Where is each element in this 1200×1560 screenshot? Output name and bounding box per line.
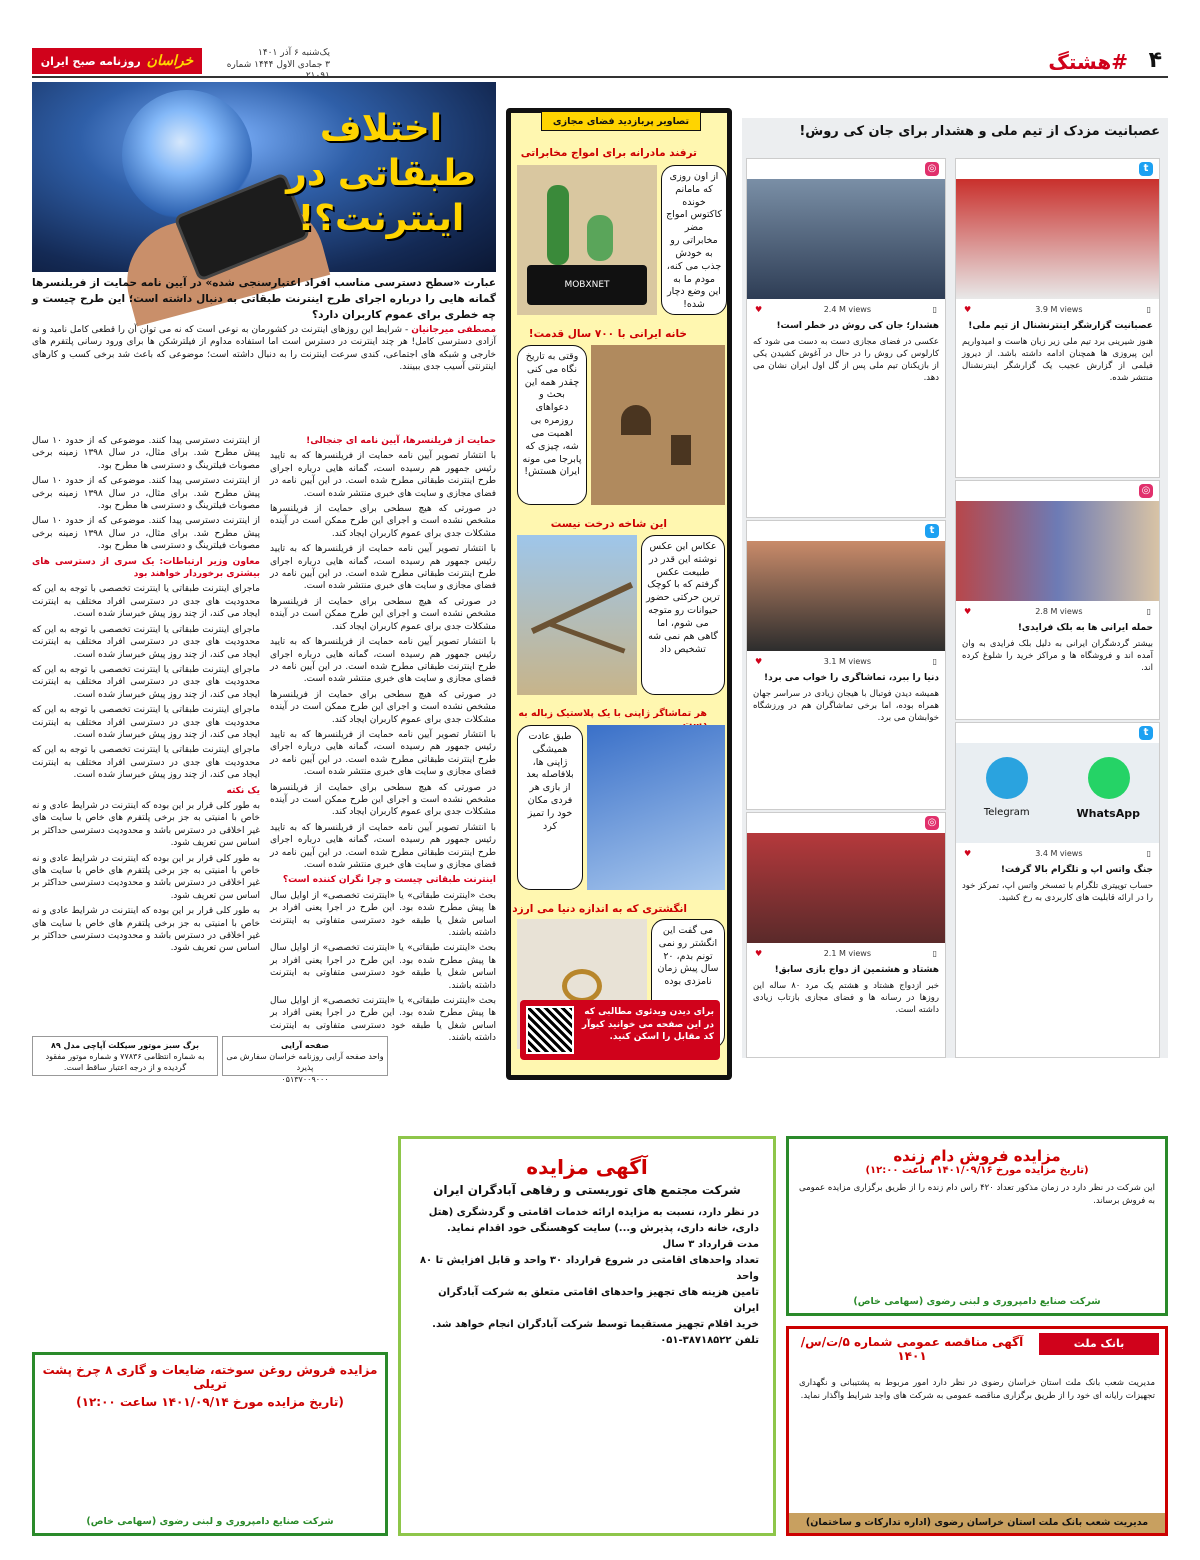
issue-date-line-2: ۳ جمادی الاول ۱۴۴۴ شماره ۲۱۰۹۱ [226,59,330,82]
bookmark-icon[interactable]: ▯ [932,656,937,666]
viral-card-4-caption: طبق عادت همیشگی ژاپنی ها، بلافاصله بعد از بازی هر فردی مکان خود را تمیز کرد [517,725,583,890]
post-stats [956,603,1159,619]
post-title: هشتاد و هشتمین از دواج بازی سابق! [774,965,939,975]
twitter-icon: t [1139,726,1153,740]
oil-auction-ad [32,1352,388,1536]
bookmark-icon[interactable]: ▯ [932,304,937,314]
social-media-section [742,118,1168,1058]
col1-paragraph-2-extra: در صورتی که هیچ سطحی برای حمایت از فریلنسرها مشخص نشده است و اجرای این طرح ممکن است در آینده مشکلات جدی برای عموم کاربران ایجاد کند. [270,782,496,818]
post-body: خبر ازدواج هشتاد و هشتم یک مرد ۸۰ ساله این روزها در رسانه ها و فضای مجازی بازتاب زیادی داشته است. [753,981,939,1015]
ad5-body: به شماره انتظامی ۷۷۸۳۶ و شماره موتور مفقود گردیده و از درجه اعتبار ساقط است. [45,1052,205,1073]
viral-panel-title: تصاویر پربازدید فضای مجازی [541,111,701,131]
doorway-shape [621,405,651,435]
qr-callout-text: برای دیدن ویدئوی مطالبی که در این صفحه می خوانید کیوآر کد مقابل را اسکن کنید. [581,1007,714,1043]
viral-card-5-title: انگشتری که به اندازه دنیا می ارزد [512,903,687,915]
post-image [747,179,945,299]
issue-date-line-1: یک‌شنبه ۶ آذر ۱۴۰۱ [258,48,330,58]
branch-insect-image [517,535,637,695]
col1-paragraph-2-more: در صورتی که هیچ سطحی برای حمایت از فریلنسرها مشخص نشده است و اجرای این طرح ممکن است در آینده مشکلات جدی برای عموم کاربران ایجاد کند. [270,689,496,725]
section-title: #هشتگ [1048,50,1128,74]
ad1-title: آگهی مزایده [526,1155,648,1179]
col1-paragraph-3-more: بحث «اینترنت طبقاتی» یا «اینترنت تخصصی» از اوایل سال ها پیش مطرح شده بود. این طرح در اجرا یعنی افراد بر اساس شغل یا طبقه خود دسترسی متفاوتی به اینترنت داشته باشند. [270,996,496,1044]
livestock-auction-ad [786,1136,1168,1316]
whatsapp-label: WhatsApp [1076,807,1140,820]
heart-icon[interactable]: ♥ [755,656,763,666]
qr-callout [520,1000,720,1060]
branch-shape [531,582,633,634]
col2-paragraph-2-end: ماجرای اینترنت طبقاتی یا اینترنت تخصصی با توجه به این که محدودیت های جدی در دسترسی افراد مختلف به اینترنت ایجاد می کند، از چند روز پیش خبرساز شده است. [32,745,260,781]
post-title: هشدار؛ جان کی روش در خطر است! [776,321,939,331]
ad5-title: برگ سبز موتور سیکلت آپاچی مدل ۸۹ [51,1041,199,1050]
ad4-company: شرکت صنایع دامپروری و لبنی رضوی (سهامی خاص) [86,1516,334,1527]
ad1-contact: تلفن ۳۸۷۱۸۵۲۲-۰۵۱ [660,1335,759,1346]
ad3-title: آگهی مناقصه عمومی شماره ۵/ت/س/۱۴۰۱ [800,1335,1024,1363]
viral-card-5-caption: می گفت این انگشتر رو نمی تونم بدم، ۲۰ سال پیش زمان نامزدی بوده [651,919,725,1049]
viral-card-3-title: این شاخه درخت نیست [550,518,667,530]
social-post [746,812,946,1058]
col2-paragraph-2-more: ماجرای اینترنت طبقاتی یا اینترنت تخصصی با توجه به این که محدودیت های جدی در دسترسی افراد مختلف به اینترنت ایجاد می کند، از چند روز پیش خبرساز شده است. [32,664,260,700]
viral-card-1-title: ترفند مادرانه برای امواج مخابراتی [520,147,697,159]
article-column-2 [32,435,260,1025]
ring-shape [562,969,602,1003]
post-image [956,179,1159,299]
col1-paragraph-1-end: با انتشار تصویر آیین نامه حمایت از فریلنسرها که به تایید رئیس جمهور هم رسیده است، گمانه هایی درباره اجرای طرح اینترنت طبقاتی مطرح شده است. در این آیین نامه در فضای مجازی و سایت های خبری منتشر شده است. [270,822,496,870]
cactus-router-image [517,165,657,315]
cactus-icon [587,215,613,261]
author-name: مصطفی میرجانیان [411,325,496,335]
article-intro: مصطفی میرجانیان - شرایط این روزهای اینترنت در کشورمان به نوعی است که نه می توان آن را قطعی کامل نامید و نه آزادی دسترسی کامل! هر چند اینترنت در دسترس است اما استفاده مداوم از فیلترشکن ها برای ورود رسانی پلتفرم های خارجی و شبکه های اجتماعی، کندی سرعت اینترنت را به دنبال داشته است؛ موضوعی که باعث شد برخی کسب و کارهای اینترنتی آسیب جدی ببینند. [32,325,496,373]
ad1-body [401,1197,773,1357]
post-title: حمله ایرانی ها به بلک فرایدی! [1017,623,1153,633]
post-title: دنیا را ببرد، تماشاگری را خواب می برد! [764,673,939,683]
heart-icon[interactable]: ♥ [755,948,763,958]
article-column-1 [270,435,496,1044]
subhead-2: اینترنت طبقاتی چیست و چرا نگران کننده است؟ [282,875,496,886]
col1-paragraph-1-cont: با انتشار تصویر آیین نامه حمایت از فریلنسرها که به تایید رئیس جمهور هم رسیده است، گمانه هایی درباره اجرای طرح اینترنت طبقاتی مطرح شده است. در این آیین نامه در فضای مجازی و سایت های خبری منتشر شده است. [270,544,496,592]
ad1-item: تعداد واحدهای اقامتی در شروع قرارداد ۳۰ واحد و قابل افزایش تا ۸۰ واحد [419,1255,759,1282]
col1-paragraph-1-more: با انتشار تصویر آیین نامه حمایت از فریلنسرها که به تایید رئیس جمهور هم رسیده است، گمانه هایی درباره اجرای طرح اینترنت طبقاتی مطرح شده است. در این آیین نامه در فضای مجازی و سایت های خبری منتشر شده است. [270,637,496,685]
ad4-date: (تاریخ مزایده مورخ ۱۴۰۱/۰۹/۱۴ ساعت ۱۲:۰۰) [76,1395,344,1409]
layout-service-ad [222,1036,388,1084]
post-stats [747,653,945,669]
bank-mellat-logo: بانک ملت [1039,1333,1159,1355]
col2-paragraph-1-more: از اینترنت دسترسی پیدا کنند. موضوعی که از حدود ۱۰ سال پیش مطرح شد. برای مثال، در سال ۱۳۹۸ زمینه برخی مصوبات فیلترینگ و دسترسی ها مطرح بود. [32,516,261,552]
social-post [955,722,1160,1058]
view-count: 3.9 M views [1035,304,1083,314]
ad6-body: واحد صفحه آرایی روزنامه خراسان سفارش می پذیرد [226,1052,384,1073]
view-count: 2.8 M views [1035,606,1083,616]
ad1-body-text: در نظر دارد، نسبت به مزایده ارائه خدمات اقامتی و گردشگری (هتل داری، خانه داری، پذیرش و...) سایت کوهسنگی خود اقدام نماید. [428,1207,759,1234]
col2-paragraph-3: به طور کلی قرار بر این بوده که اینترنت در شرایط عادی و نه خاص با امنیتی به جز برخی پلتفرم های خاص با سایت های غیر اخلاقی در دسترس باشد و محدودیت دسترسی حداکثر بر اساس سن تعریف شود. [32,800,260,849]
post-title: عصبانیت گزارشگر اینترنشنال از تیم ملی! [968,321,1153,331]
social-post [955,158,1160,478]
qr-code-icon[interactable] [526,1006,574,1054]
main-headline: اختلاف طبقاتی در اینترنت؟! [286,108,476,239]
ad3-footer: مدیریت شعب بانک ملت استان خراسان رضوی (اداره تدارکات و ساختمان) [789,1513,1165,1533]
brand-subtitle: روزنامه صبح ایران [40,54,141,68]
heart-icon[interactable]: ♥ [964,848,972,858]
bookmark-icon[interactable]: ▯ [1146,606,1151,616]
lost-document-ad [32,1036,218,1076]
bookmark-icon[interactable]: ▯ [1146,304,1151,314]
ad3-body: مدیریت شعب بانک ملت استان خراسان رضوی در نظر دارد امور مربوط به پشتیبانی و نگهداری تجهیزات رایانه ای خود را از طریق برگزاری مناقصه عمومی به شرکت های واجد شرایط واگذار نماید. [799,1378,1155,1401]
post-image [956,501,1159,601]
ad1-item: مدت قرارداد ۳ سال [662,1239,759,1250]
viral-card-2-title: خانه ایرانی با ۷۰۰ سال قدمت! [528,328,687,340]
ad6-title: صفحه آرایی [280,1041,330,1050]
social-section-title: عصبانیت مزدک از تیم ملی و هشدار برای جان کی روش! [799,124,1160,139]
col1-paragraph-1-extra: با انتشار تصویر آیین نامه حمایت از فریلنسرها که به تایید رئیس جمهور هم رسیده است، گمانه هایی درباره اجرای طرح اینترنت طبقاتی مطرح شده است. در این آیین نامه در فضای مجازی و سایت های خبری منتشر شده است. [270,729,496,778]
hero-image [32,82,496,272]
view-count: 3.4 M views [1035,848,1083,858]
lead-paragraph: عبارت «سطح دسترسی مناسب افراد اعتبارسنجی شده» در آیین نامه حمایت از فریلنسرها گمانه هایی را درباره اجرای طرح اینترنت طبقاتی به دنبال داشته است؛ این طرح چیست و چه خطری برای عموم کاربران دارد؟ [32,277,496,321]
col1-paragraph-2-cont: در صورتی که هیچ سطحی برای حمایت از فریلنسرها مشخص نشده است و اجرای این طرح ممکن است در آینده مشکلات جدی برای عموم کاربران ایجاد کند. [270,596,496,632]
ad2-title: مزایده فروش دام زنده [893,1147,1061,1165]
page-number: ۴ [1148,48,1162,73]
heart-icon[interactable]: ♥ [964,606,972,616]
post-image [747,833,945,943]
col2-paragraph-1: از اینترنت دسترسی پیدا کنند. موضوعی که از حدود ۱۰ سال پیش مطرح شد. برای مثال، در سال ۱۳۹۸ زمینه برخی مصوبات فیلترینگ و دسترسی ها مطرح بود. [32,436,261,471]
post-title: جنگ واتس اپ و تلگرام بالا گرفت! [1000,865,1153,875]
subhead-1: حمایت از فریلنسرها، آیین نامه ای جنجالی! [306,436,496,446]
ad4-title: مزایده فروش روغن سوخته، ضایعات و گاری ۸ چرخ پشت تریلی [42,1363,378,1391]
col1-paragraph-2: در صورتی که هیچ سطحی برای حمایت از فریلنسرها مشخص نشده است و اجرای این طرح ممکن است در آینده مشکلات جدی برای عموم کاربران ایجاد کند. [270,504,496,539]
subhead-4: یک نکته [226,785,260,796]
ad2-date: (تاریخ مزایده مورخ ۱۴۰۱/۰۹/۱۶ ساعت ۱۲:۰۰) [865,1165,1089,1176]
view-count: 3.1 M views [823,656,872,666]
heart-icon[interactable]: ♥ [755,304,763,314]
subhead-3: معاون وزیر ارتباطات: یک سری از دسترسی های بیشتری برخوردار خواهند بود [32,556,260,580]
tender-ad-abadgaran [398,1136,776,1536]
viral-card-2-caption: وقتی به تاریخ نگاه می کنی چقدر همه این بحث و دعواهای روزمره بی اهمیت می شه، چیزی که پابرجا می مونه ایران هستش! [517,345,587,505]
ad2-company: شرکت صنایع دامپروری و لبنی رضوی (سهامی خاص) [853,1296,1101,1307]
whatsapp-icon [1088,757,1130,799]
col1-paragraph-3: بحث «اینترنت طبقاتی» یا «اینترنت تخصصی» از اوایل سال ها پیش مطرح شده بود. این طرح در اجرا یعنی افراد بر اساس شغل یا طبقه خود دسترسی متفاوتی به اینترنت داشته باشند. [270,890,496,939]
social-post [955,480,1160,720]
japanese-fan-bag-image [587,725,725,890]
col1-paragraph-3-cont: بحث «اینترنت طبقاتی» یا «اینترنت تخصصی» از اوایل سال ها پیش مطرح شده بود. این طرح در اجرا یعنی افراد بر اساس شغل یا طبقه خود دسترسی متفاوتی به اینترنت داشته باشند. [270,943,496,991]
ad6-phone: ۰۵۱۳۷۰۰۹۰۰۰ [281,1074,329,1084]
post-stats [956,845,1159,861]
whatsapp-panel [1058,743,1160,843]
post-stats [747,301,945,317]
branch-shape [549,621,626,653]
viral-images-panel [506,108,732,1080]
router-box: MOBXNET [527,265,647,305]
instagram-icon: ◎ [925,162,939,176]
post-body: همیشه دیدن فوتبال با هیجان زیادی در سراسر جهان همراه بوده، اما برخی تماشاگران هم در ورزشگاه خوابشان می برد. [753,689,939,723]
post-body: حساب توییتری تلگرام با تمسخر واتس اپ، تمرکز خود را در ارائه قابلیت های کاربردی به رخ کشید. [962,881,1153,903]
bookmark-icon[interactable]: ▯ [932,948,937,958]
issue-date [210,48,330,83]
post-body: هنوز شیرینی برد تیم ملی زیر زبان هاست و امیدواریم این پیروزی ها همچنان ادامه داشته باشد. از دیروز فیلمی از گزارش عجیب یک گزارشگر اینترنشنال منتشر شده. [962,337,1153,383]
col2-paragraph-2-cont: ماجرای اینترنت طبقاتی یا اینترنت تخصصی با توجه به این که محدودیت های جدی در دسترسی افراد مختلف به اینترنت ایجاد می کند، از چند روز پیش خبرساز شده است. [32,624,260,660]
telegram-icon [986,757,1028,799]
col2-paragraph-2-extra: ماجرای اینترنت طبقاتی یا اینترنت تخصصی با توجه به این که محدودیت های جدی در دسترسی افراد مختلف به اینترنت ایجاد می کند، از چند روز پیش خبرساز شده است. [32,705,260,740]
post-stats [956,301,1159,317]
social-post [746,158,946,518]
twitter-icon: t [1139,162,1153,176]
view-count: 2.4 M views [823,304,872,314]
viral-card-1-caption: از اون روزی که مامانم خونده کاکتوس امواج مضر مخابراتی رو به خودش جذب می کنه، مودم ما به این وضع دچار شده! [661,165,727,315]
post-image [956,743,1159,843]
telegram-panel [956,743,1058,843]
cactus-icon [547,185,569,265]
newspaper-logo [32,48,202,74]
viral-card-3-caption: عکاس این عکس نوشته این قدر در طبیعت عکس گرفتم که با کوچک ترین حرکتی حضور حیوانات رو متوجه می شوم، اما گاهی هم نمی شه تشخیص داد [641,535,725,695]
col2-paragraph-3-cont: به طور کلی قرار بر این بوده که اینترنت در شرایط عادی و نه خاص با امنیتی به جز برخی پلتفرم های خاص با سایت های غیر اخلاقی در دسترس باشد و محدودیت دسترسی حداکثر بر اساس سن تعریف شود. [32,853,260,901]
col2-paragraph-2: ماجرای اینترنت طبقاتی یا اینترنت تخصصی با توجه به این که محدودیت های جدی در دسترسی افراد مختلف به اینترنت ایجاد می کند، از چند روز پیش خبرساز شده است. [32,584,260,620]
col1-paragraph-1: با انتشار تصویر آیین نامه حمایت از فریلنسرها که به تایید رئیس جمهور هم رسیده است، گمانه هایی درباره اجرای طرح اینترنت طبقاتی مطرح شده است. در این آیین نامه در فضای مجازی و سایت های خبری منتشر شده است. [270,451,496,499]
bank-mellat-tender-ad [786,1326,1168,1536]
post-image [747,541,945,651]
instagram-icon: ◎ [1139,484,1153,498]
ad1-org: شرکت مجتمع های توریستی و رفاهی آبادگران ایران [433,1183,741,1197]
post-body: عکسی در فضای مجازی دست به دست می شود که کارلوس کی روش را در حال در آغوش کشیدن یکی از بازیکنان تیم ملی پس از گل اول ایران نشان می دهد. [753,337,939,383]
col2-paragraph-1-cont: از اینترنت دسترسی پیدا کنند. موضوعی که از حدود ۱۰ سال پیش مطرح شد. برای مثال، در سال ۱۳۹۸ زمینه برخی مصوبات فیلترینگ و دسترسی ها مطرح بود. [32,476,261,512]
twitter-icon: t [925,524,939,538]
ad1-item: خرید اقلام تجهیز مستقیما توسط شرکت آبادگران انجام خواهد شد. [432,1319,759,1330]
brand-name: خراسان [146,53,194,69]
col2-paragraph-3-more: به طور کلی قرار بر این بوده که اینترنت در شرایط عادی و نه خاص با امنیتی به جز برخی پلتفرم های خاص با سایت های غیر اخلاقی در دسترس باشد و محدودیت دسترسی حداکثر بر اساس سن تعریف شود. [32,906,260,954]
social-post [746,520,946,810]
bookmark-icon[interactable]: ▯ [1146,848,1151,858]
page-header [32,46,1168,82]
post-stats [747,945,945,961]
doorway-shape [671,435,691,465]
telegram-label: Telegram [983,807,1030,818]
view-count: 2.1 M views [823,948,872,958]
intro-text: شرایط این روزهای اینترنت در کشورمان به نوعی است که نه می توان آن را قطعی کامل نامید و نه آزادی دسترسی کامل! هر چند اینترنت در دسترس است اما استفاده مداوم از فیلترشکن ها برای ورود رسانی پلتفرم های خارجی و شبکه های اجتماعی، کندی سرعت اینترنت را به دنبال داشته است؛ موضوعی که باعث شد برخی کسب و کارهای اینترنتی آسیب جدی ببینند. [32,325,496,373]
ad2-body: این شرکت در نظر دارد در زمان مذکور تعداد ۴۲۰ راس دام زنده را از طریق برگزاری مزایده عمومی به فروش برساند. [799,1183,1155,1206]
ad1-item: تامین هزینه های تجهیز واحدهای اقامتی متعلق به شرکت آبادگران ایران [438,1287,759,1314]
viral-card-4-title: هر تماشاگر ژاپنی با یک پلاستیک زباله به [518,708,707,719]
instagram-icon: ◎ [925,816,939,830]
post-body: بیشتر گردشگران ایرانی به دلیل بلک فرایدی به وان آمده اند و فروشگاه ها و مراکز خرید را شلوغ کرده اند. [962,639,1153,673]
heart-icon[interactable]: ♥ [964,304,972,314]
old-house-image [591,345,725,505]
